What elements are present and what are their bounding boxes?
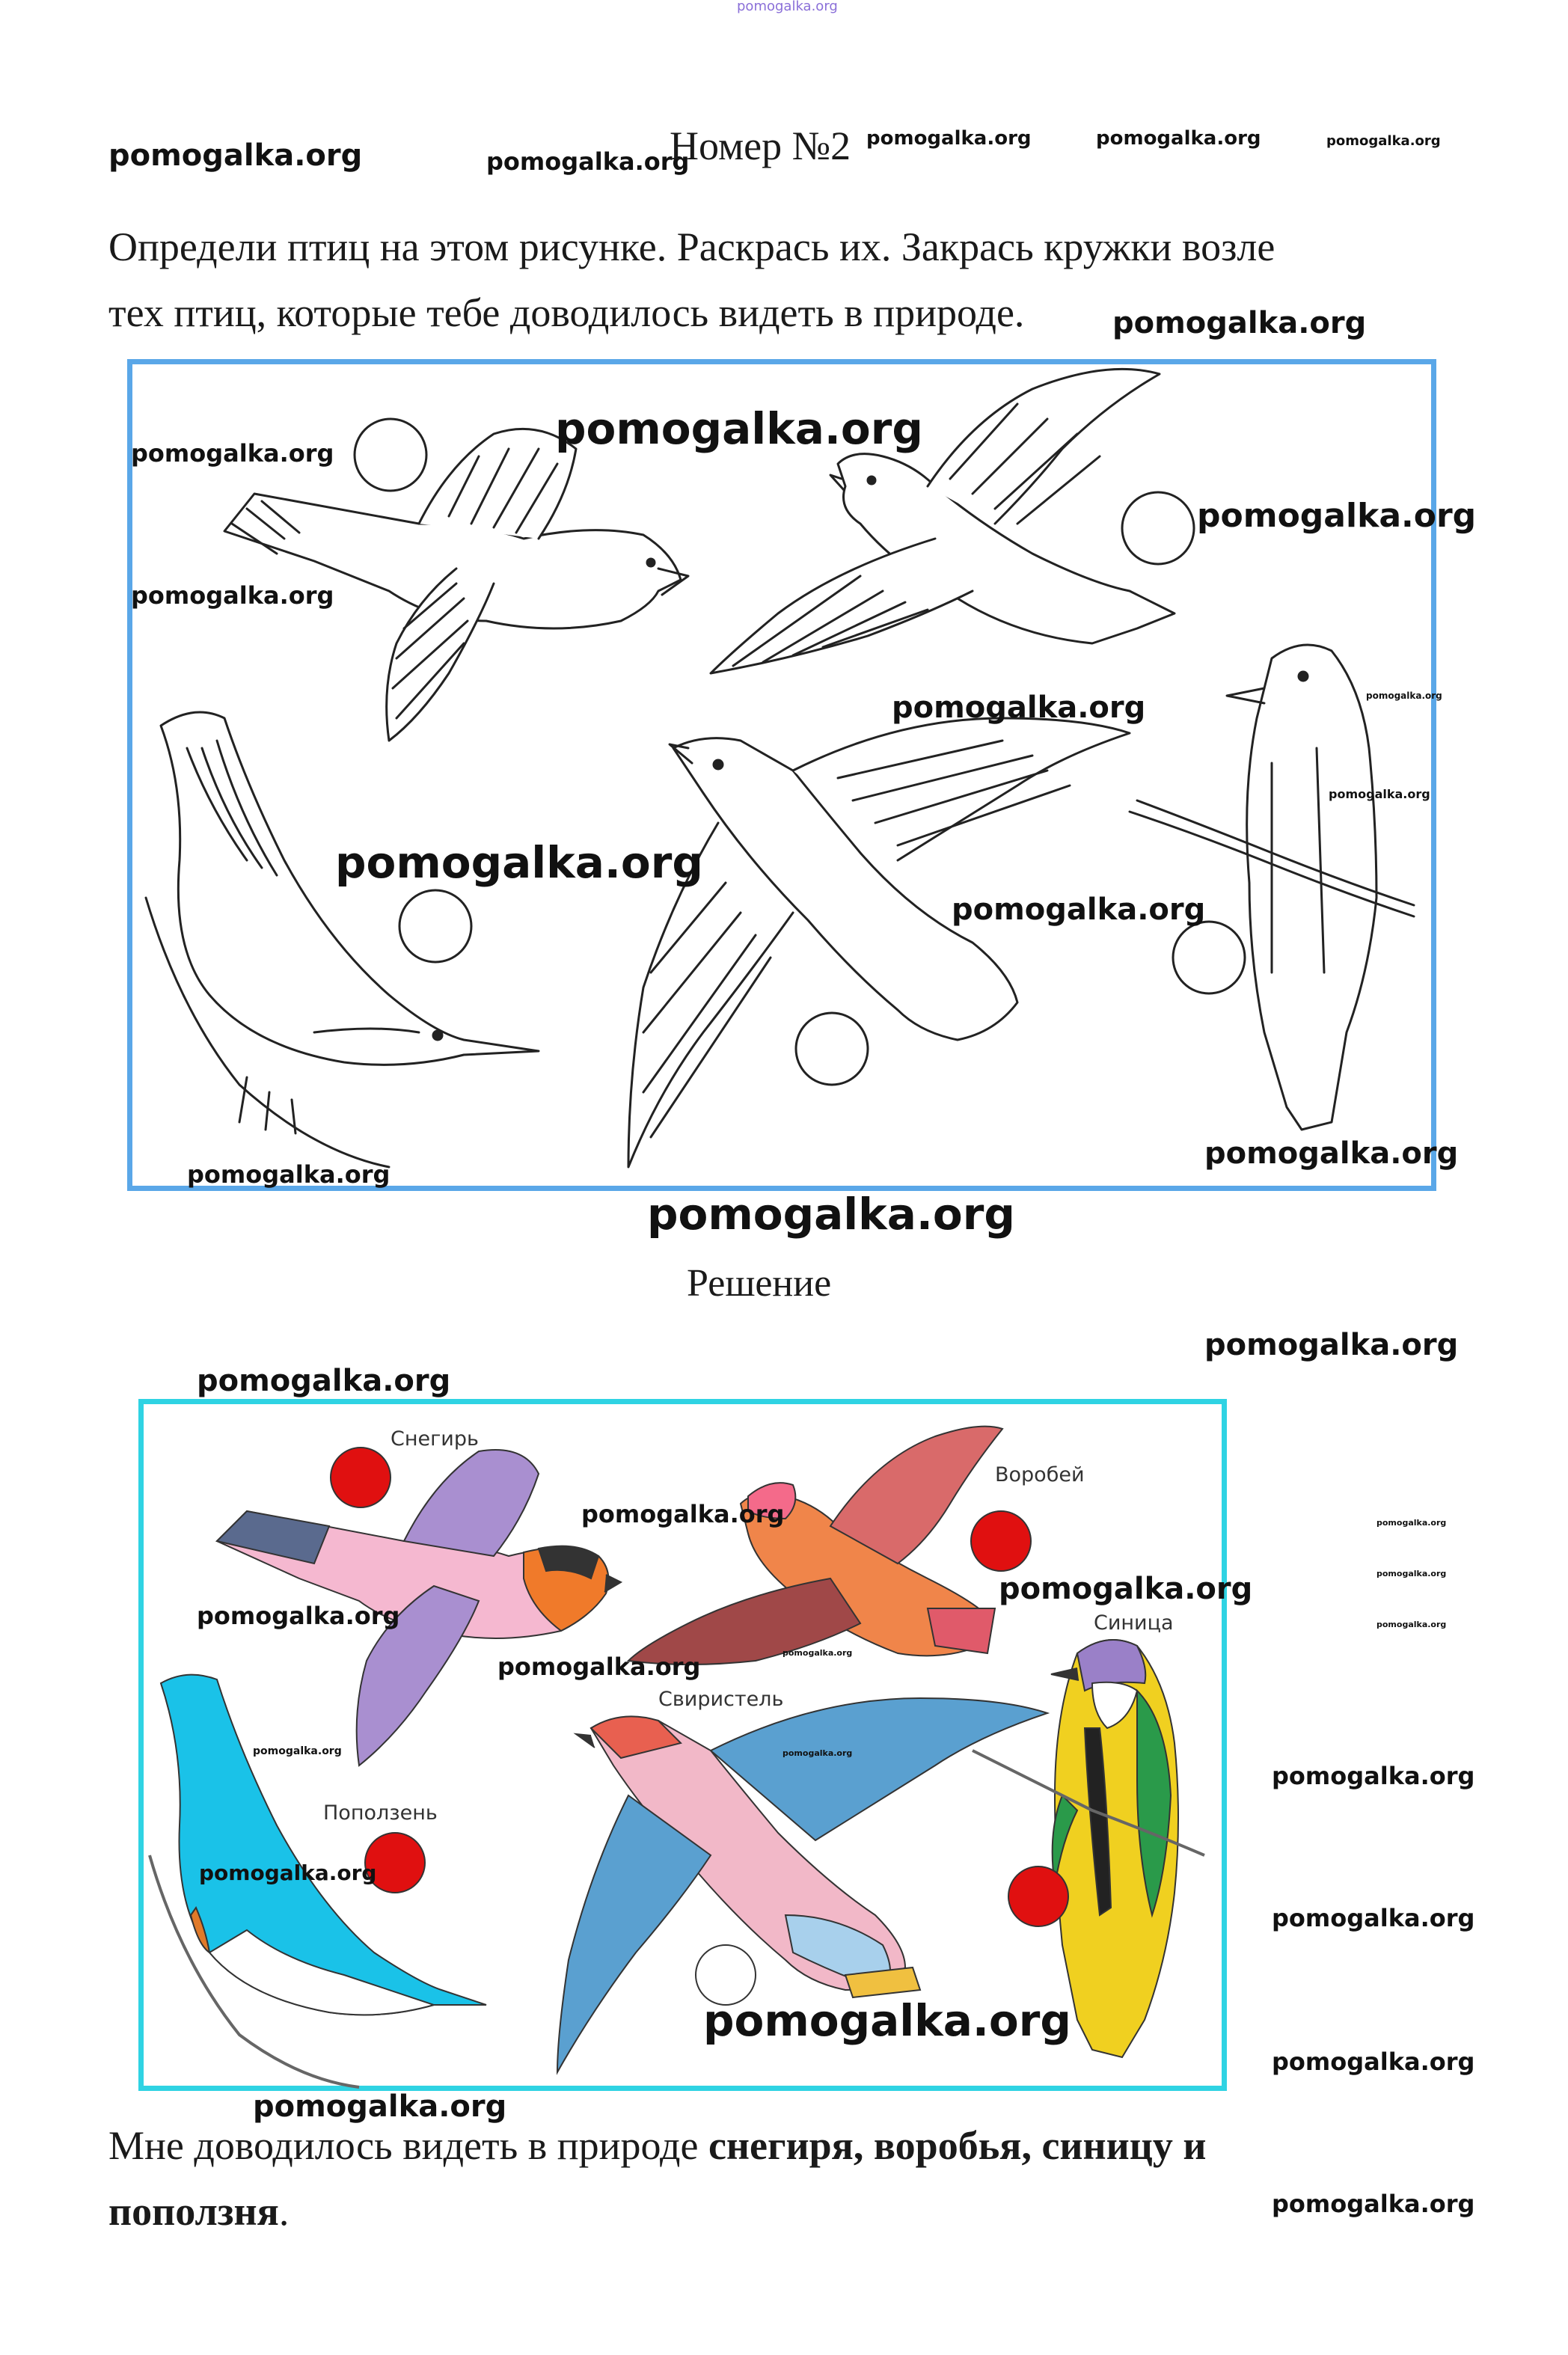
answer-birds-bold: снегиря, воробья, синицу и xyxy=(708,2123,1207,2168)
sparrow-colored xyxy=(628,1427,1002,1665)
circle-nuthatch-top xyxy=(399,890,471,962)
watermark: pomogalka.org xyxy=(952,892,1206,927)
watermark: pomogalka.org xyxy=(866,127,1032,150)
watermark: pomogalka.org xyxy=(581,1500,785,1528)
watermark: pomogalka.org xyxy=(647,1189,1015,1240)
label-tit: Синица xyxy=(1094,1611,1174,1635)
waxwing-drawing xyxy=(628,718,1130,1167)
watermark: pomogalka.org xyxy=(131,581,334,610)
circle-bullfinch-marked xyxy=(331,1448,391,1507)
watermark: pomogalka.org xyxy=(486,147,690,176)
watermark: pomogalka.org xyxy=(1272,1762,1475,1790)
watermark: pomogalka.org xyxy=(108,138,363,173)
watermark: pomogalka.org xyxy=(1272,1904,1475,1932)
answer-bird-last: поползня xyxy=(108,2189,279,2234)
watermark: pomogalka.org xyxy=(999,1572,1253,1606)
answer-text xyxy=(108,2113,1365,2244)
circle-tit-top xyxy=(1173,922,1245,993)
watermark: pomogalka.org xyxy=(497,1653,701,1681)
answer-line-1 xyxy=(108,2113,1365,2178)
task-line-2: тех птиц, которые тебе доводилось видеть в природе. xyxy=(108,290,1025,335)
watermark: pomogalka.org xyxy=(1112,306,1367,340)
circle-sparrow-marked xyxy=(971,1511,1031,1571)
nuthatch-drawing xyxy=(146,712,539,1167)
tit-drawing xyxy=(1130,645,1414,1130)
watermark: pomogalka.org xyxy=(1272,2190,1475,2218)
solution-heading: Решение xyxy=(687,1262,832,1305)
circle-sparrow-top xyxy=(1122,492,1194,564)
watermark: pomogalka.org xyxy=(783,1648,853,1658)
label-nuthatch: Поползень xyxy=(323,1801,438,1825)
watermark: pomogalka.org xyxy=(1272,2048,1475,2076)
circle-tit-marked xyxy=(1008,1866,1068,1926)
watermark: pomogalka.org xyxy=(1376,1518,1447,1528)
watermark: pomogalka.org xyxy=(197,1602,400,1630)
label-sparrow: Воробей xyxy=(995,1463,1085,1486)
watermark: pomogalka.org xyxy=(253,1745,342,1757)
watermark: pomogalka.org xyxy=(199,1861,377,1885)
circle-waxwing-top xyxy=(796,1013,868,1085)
watermark: pomogalka.org xyxy=(1329,787,1430,801)
watermark: pomogalka.org xyxy=(335,837,703,888)
watermark: pomogalka.org xyxy=(253,2089,507,2124)
label-waxwing: Свиристель xyxy=(658,1688,784,1711)
watermark: pomogalka.org xyxy=(187,1160,391,1189)
watermark: pomogalka.org xyxy=(783,1748,853,1758)
watermark: pomogalka.org xyxy=(197,1364,451,1398)
watermark: pomogalka.org xyxy=(1204,1328,1459,1362)
watermark: pomogalka.org xyxy=(555,403,923,454)
watermark: pomogalka.org xyxy=(131,439,334,468)
watermark: pomogalka.org xyxy=(1096,127,1261,150)
answer-suffix: . xyxy=(278,2189,290,2234)
watermark: pomogalka.org xyxy=(1326,133,1441,149)
circle-bullfinch-top xyxy=(355,419,426,491)
task-line-1: Определи птиц на этом рисунке. Раскрась их. Закрась кружки возле xyxy=(108,224,1275,269)
watermark: pomogalka.org xyxy=(892,690,1146,725)
answer-prefix: Мне доводилось видеть в природе xyxy=(108,2123,708,2168)
watermark: pomogalka.org xyxy=(1204,1136,1459,1171)
page-title: Номер №2 xyxy=(670,123,851,168)
answer-line-2 xyxy=(108,2178,1365,2244)
watermark: pomogalka.org xyxy=(703,1995,1071,2046)
watermark: pomogalka.org xyxy=(1376,1569,1447,1578)
top-watermark: pomogalka.org xyxy=(737,0,838,14)
watermark: pomogalka.org xyxy=(1197,497,1477,535)
watermark: pomogalka.org xyxy=(1376,1620,1447,1629)
label-bullfinch: Снегирь xyxy=(391,1427,479,1451)
watermark: pomogalka.org xyxy=(1366,690,1442,701)
